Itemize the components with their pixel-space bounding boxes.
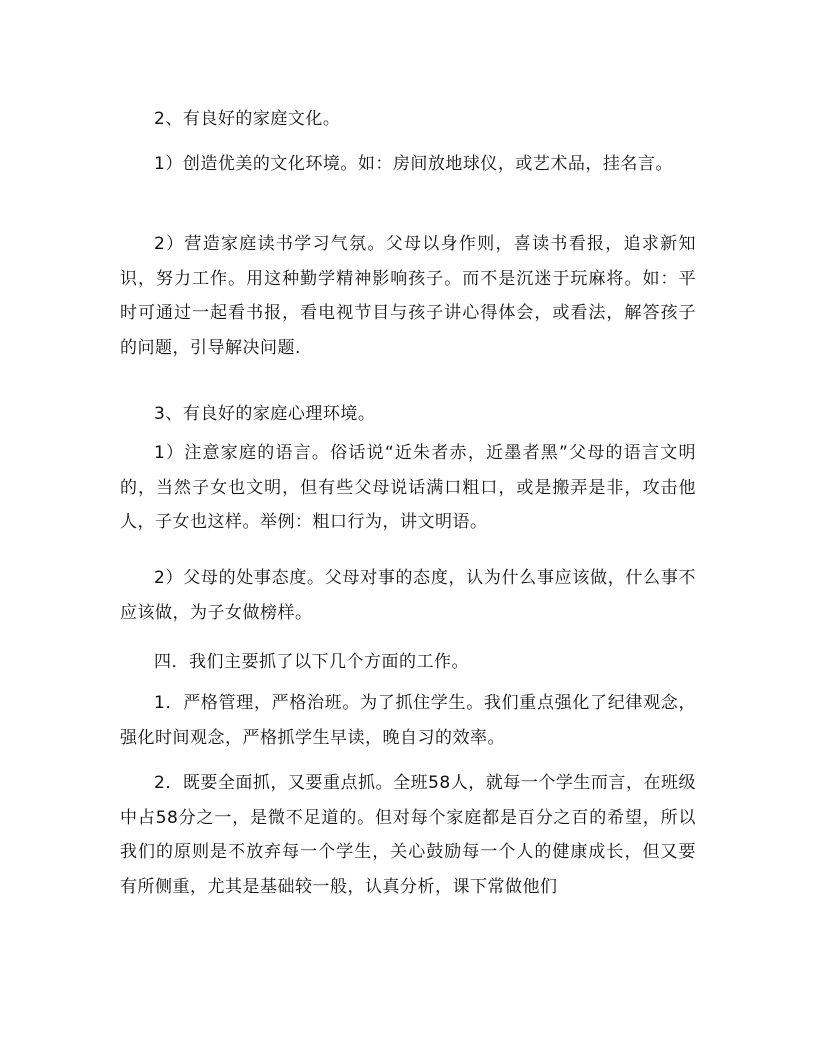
paragraph-overall-and-focus: 2．既要全面抓，又要重点抓。全班58人，就每一个学生而言，在班级中占58分之一，是微不足道的。但对每个家庭都是百分之百的希望，所以我们的原则是不放弃每一个学生，关心鼓励每一个人的健康成长，但又要有所侧重，尤其是基础较一般，认真分析，课下常做他们	[120, 773, 696, 897]
paragraph-heading-family-culture: 2、有良好的家庭文化。	[154, 109, 341, 129]
paragraph-parent-attitude: 2）父母的处事态度。父母对事的态度，认为什么事应该做，什么事不应该做，为子女做榜样。	[120, 568, 696, 623]
paragraph-family-language: 1）注意家庭的语言。俗话说“近朱者赤，近墨者黑”父母的语言文明的，当然子女也文明，但有些父母说话满口粗口，或是搬弄是非，攻击他人，子女也这样。举例：粗口行为，讲文明语。	[120, 443, 696, 532]
paragraph-reading-atmosphere: 2）营造家庭读书学习气氛。父母以身作则，喜读书看报，追求新知识，努力工作。用这种勤学精神影响孩子。而不是沉迷于玩麻将。如：平时可通过一起看书报，看电视节目与孩子讲心得体会，或看法，解答孩子的问题，引导解决问题.	[120, 234, 696, 358]
paragraph-cultural-environment: 1）创造优美的文化环境。如：房间放地球仪，或艺术品，挂名言。	[154, 154, 673, 174]
paragraph-heading-main-work: 四．我们主要抓了以下几个方面的工作。	[154, 652, 469, 672]
paragraph-strict-management: 1．严格管理，严格治班。为了抓住学生。我们重点强化了纪律观念，强化时间观念，严格抓学生早读，晚自习的效率。	[120, 693, 696, 748]
paragraph-heading-psychological-environment: 3、有良好的家庭心理环境。	[154, 404, 376, 424]
